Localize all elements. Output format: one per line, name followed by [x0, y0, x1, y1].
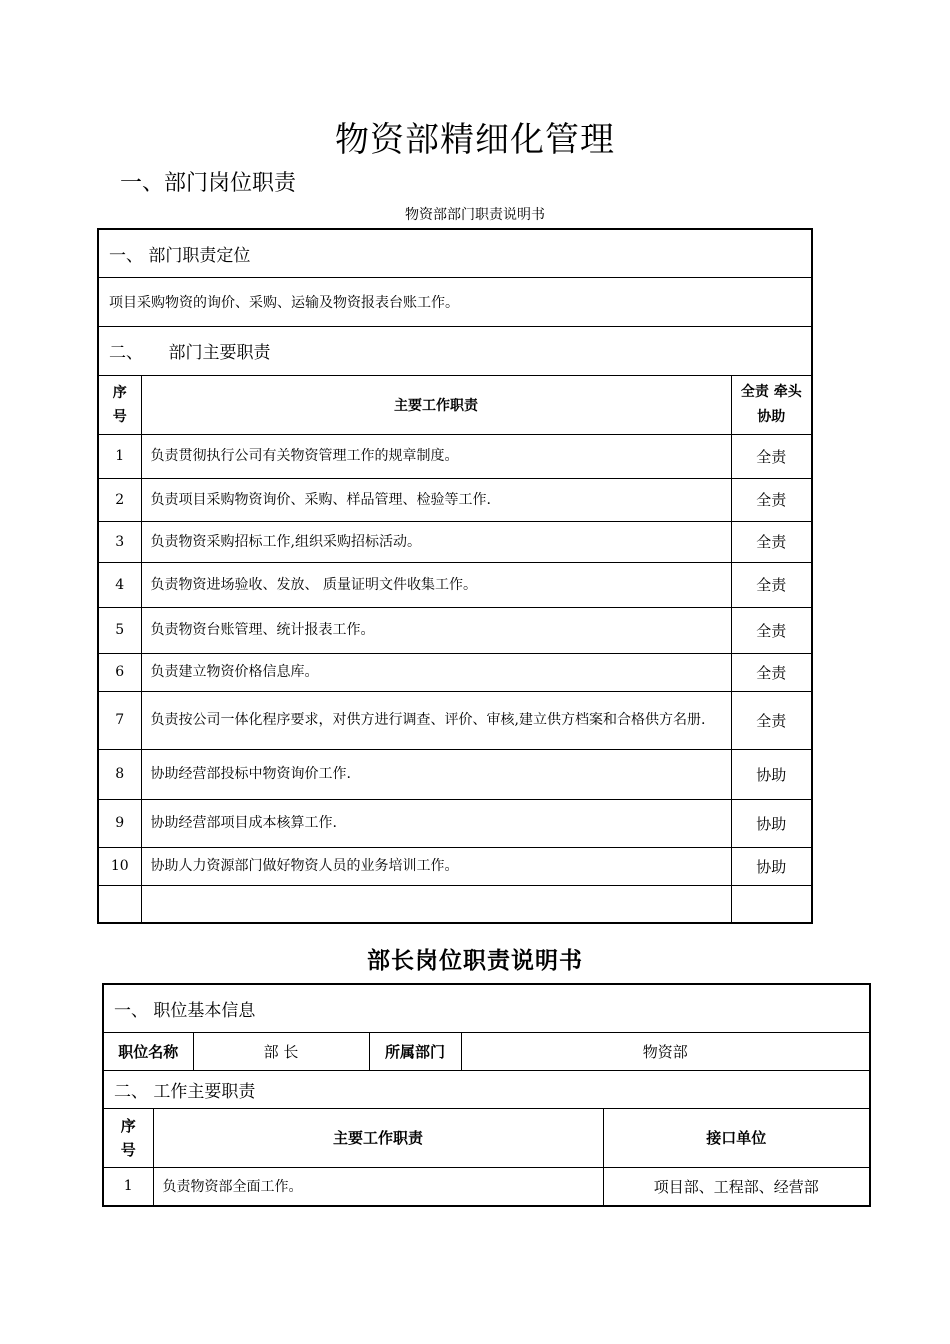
table-row [98, 521, 812, 562]
table-row [98, 653, 812, 691]
table-row [98, 607, 812, 653]
col-header-interface: 接口单位 [603, 1108, 870, 1167]
row-duty: 负责贯彻执行公司有关物资管理工作的规章制度。 [141, 434, 731, 478]
table-row [103, 1167, 870, 1206]
row-number: 5 [98, 607, 141, 653]
row-duty: 协助经营部投标中物资询价工作. [141, 749, 731, 799]
row-duty [141, 885, 731, 923]
row-role: 全责 [731, 478, 812, 521]
dept-label: 所属部门 [369, 1032, 461, 1070]
row-duty: 负责按公司一体化程序要求，对供方进行调查、评价、审核,建立供方档案和合格供方名册. [141, 691, 731, 749]
row-duty: 负责物资台账管理、统计报表工作。 [141, 607, 731, 653]
table-row [98, 562, 812, 607]
basic-info-heading: 一、 职位基本信息 [103, 984, 870, 1032]
duties-heading: 二、 部门主要职责 [98, 326, 812, 375]
row-number: 10 [98, 847, 141, 885]
row-number: 9 [98, 799, 141, 847]
row-number [98, 885, 141, 923]
row-duty: 负责建立物资价格信息库。 [141, 653, 731, 691]
table-row [98, 749, 812, 799]
table-row [98, 691, 812, 749]
positioning-text: 项目采购物资的询价、采购、运输及物资报表台账工作。 [98, 277, 812, 326]
row-duty: 协助人力资源部门做好物资人员的业务培训工作。 [141, 847, 731, 885]
positioning-heading: 一、 部门职责定位 [98, 229, 812, 277]
table-row [98, 434, 812, 478]
position-value: 部 长 [193, 1032, 369, 1070]
document-title: 物资部精细化管理 [335, 120, 615, 160]
row-number: 4 [98, 562, 141, 607]
row-role: 协助 [731, 847, 812, 885]
row-number: 3 [98, 521, 141, 562]
row-duty: 协助经营部项目成本核算工作. [141, 799, 731, 847]
row-number: 1 [98, 434, 141, 478]
row-number: 6 [98, 653, 141, 691]
col-header-duty: 主要工作职责 [141, 375, 731, 434]
row-role: 全责 [731, 691, 812, 749]
row-duty: 负责物资部全面工作。 [153, 1167, 603, 1206]
row-number: 7 [98, 691, 141, 749]
row-number: 2 [98, 478, 141, 521]
col-header-role: 全责 牵头 协助 [731, 375, 812, 434]
row-duty: 负责物资采购招标工作,组织采购招标活动。 [141, 521, 731, 562]
row-role: 全责 [731, 434, 812, 478]
row-role: 全责 [731, 521, 812, 562]
row-role: 协助 [731, 749, 812, 799]
row-role: 全责 [731, 562, 812, 607]
minister-title: 部长岗位职责说明书 [367, 947, 583, 974]
col-header-seq: 序号 [98, 375, 141, 434]
row-number: 8 [98, 749, 141, 799]
row-role: 全责 [731, 607, 812, 653]
duties-heading: 二、 工作主要职责 [103, 1070, 870, 1108]
table-row [98, 478, 812, 521]
row-duty: 负责项目采购物资询价、采购、样品管理、检验等工作. [141, 478, 731, 521]
row-duty: 负责物资进场验收、发放、 质量证明文件收集工作。 [141, 562, 731, 607]
table-row [98, 799, 812, 847]
minister-duty-table [102, 983, 871, 1207]
row-role: 全责 [731, 653, 812, 691]
row-interface: 项目部、工程部、经营部 [603, 1167, 870, 1206]
dept-table-caption: 物资部部门职责说明书 [405, 207, 545, 223]
dept-duty-table [97, 228, 813, 924]
col-header-duty: 主要工作职责 [153, 1108, 603, 1167]
row-role: 协助 [731, 799, 812, 847]
table-row [98, 847, 812, 885]
section-heading: 一、部门岗位职责 [120, 171, 297, 196]
dept-value: 物资部 [461, 1032, 870, 1070]
row-number: 1 [103, 1167, 153, 1206]
row-role [731, 885, 812, 923]
position-label: 职位名称 [103, 1032, 193, 1070]
table-row [98, 885, 812, 923]
col-header-seq: 序号 [103, 1108, 153, 1167]
